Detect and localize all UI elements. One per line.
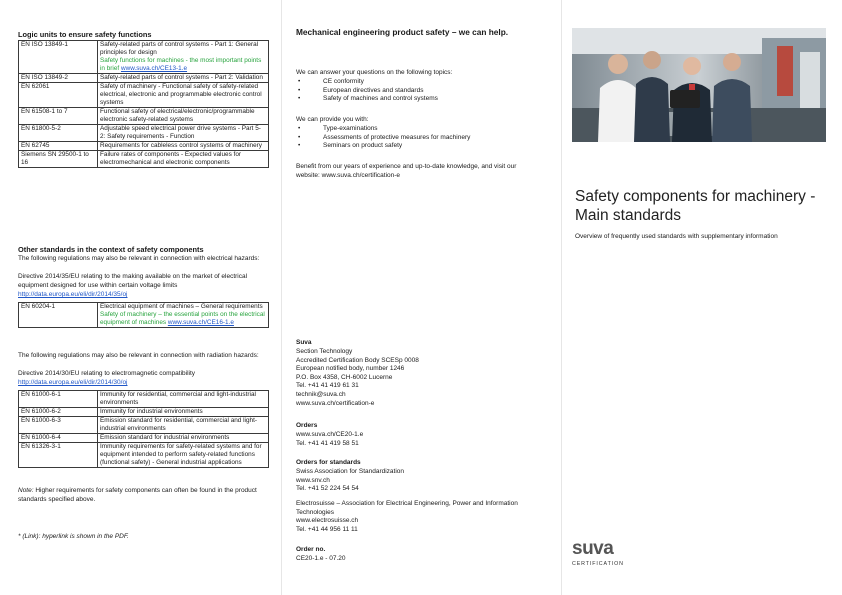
publication-title: Safety of machinery – the essential points on the electrical equipment of machines: [100, 311, 265, 326]
description-text: Emission standard for industrial environments: [100, 434, 230, 441]
document-subtitle: Overview of frequently used standards with supplementary information: [575, 233, 778, 240]
contact-line: www.electrosuisse.ch: [296, 517, 359, 525]
link-directive-35[interactable]: http://data.europa.eu/eli/dir/2014/35/oj: [18, 291, 128, 298]
table-row: [19, 151, 269, 168]
standard-description: [98, 41, 269, 74]
standard-description: [98, 74, 269, 83]
para-directive-35: Directive 2014/35/EU relating to the making available on the market of electrical equipment designed for use within certain voltage limits: [18, 273, 248, 289]
table-row: [19, 108, 269, 125]
address-line: Accredited Certification Body SCESp 0008: [296, 356, 419, 364]
description-text: Functional safety of electrical/electronic/programmable electronic safety-related systems: [100, 108, 255, 123]
standard-description: [98, 151, 269, 168]
description-text: Emission standard for residential, commercial and light-industrial environments: [100, 417, 257, 432]
contact-line: Tel. +41 52 224 54 54: [296, 485, 359, 493]
table-row: [19, 434, 269, 443]
standard-code: EN 61800-5-2: [19, 125, 98, 142]
description-text: Safety-related parts of control systems - Part 2: Validation: [100, 74, 263, 81]
topic-item: • European directives and standards: [296, 87, 438, 96]
table-row: [19, 142, 269, 151]
standard-code: EN 61000-6-4: [19, 434, 98, 443]
standard-description: [98, 408, 269, 417]
middle-heading: Mechanical engineering product safety – we can help.: [296, 27, 509, 37]
electrosuisse-contact: [296, 500, 536, 534]
standard-description: [98, 142, 269, 151]
provides-list: [296, 125, 470, 151]
description-text: Safety of machinery - Functional safety of safety-related electrical, electronic and programmable electronic control systems: [100, 83, 262, 106]
contact-line: Tel. +41 44 956 11 11: [296, 525, 358, 533]
standard-description: [98, 434, 269, 443]
standard-code: EN 60204-1: [19, 303, 98, 328]
address-line: Section Technology: [296, 348, 353, 355]
contact-line: Electrosuisse – Association for Electrical Engineering, Power and Information Technologies: [296, 500, 518, 516]
standard-code: EN 61508-1 to 7: [19, 108, 98, 125]
contact-line: Swiss Association for Standardization: [296, 468, 405, 475]
standard-description: [98, 303, 269, 328]
address-line: P.O. Box 4358, CH-6002 Lucerne: [296, 373, 393, 381]
standard-description: [98, 417, 269, 434]
intro-provide: We can provide you with:: [296, 116, 369, 123]
standard-code: EN 61000-6-2: [19, 408, 98, 417]
standard-code: EN 62745: [19, 142, 98, 151]
address-line: technik@suva.ch: [296, 390, 346, 398]
orders-contact: [296, 431, 546, 448]
description-text: Immunity requirements for safety-related systems and for equipment intended to perform safety-related functions (functional safety) - General industrial applications: [100, 443, 262, 466]
order-number: CE20-1.e - 07.20: [296, 555, 346, 562]
topic-item: • Safety of machines and control systems: [296, 95, 438, 104]
topic-item: • CE conformity: [296, 78, 438, 87]
table-row: [19, 74, 269, 83]
standards-table-emc: [18, 390, 269, 468]
title-line-2: Main standards: [575, 207, 681, 224]
suva-logo: [572, 539, 638, 567]
table-row: [19, 417, 269, 434]
para-directive-30: Directive 2014/30/EU relating to electromagnetic compatibility: [18, 370, 196, 377]
suva-logo-subtitle: CERTIFICATION: [572, 561, 624, 567]
table-row: [19, 443, 269, 468]
standard-description: [98, 108, 269, 125]
heading-other-standards: Other standards in the context of safety components: [18, 245, 204, 254]
standard-code: EN ISO 13849-1: [19, 41, 98, 74]
standard-code: EN 61326-3-1: [19, 443, 98, 468]
standard-description: [98, 391, 269, 408]
standards-table-logic: [18, 40, 269, 168]
table-row: [19, 303, 269, 328]
publication-link[interactable]: www.suva.ch/CE13-1.e: [120, 65, 188, 72]
note-text: Higher requirements for safety components can often be found in the product standards specified above.: [18, 487, 257, 503]
note-paragraph: [18, 487, 273, 504]
orders-standards-contact: [296, 468, 546, 494]
middle-panel: [281, 0, 561, 595]
order-number-label: Order no.: [296, 546, 326, 553]
standard-description: [98, 125, 269, 142]
para-radiation-hazards: The following regulations may also be relevant in connection with radiation hazards:: [18, 352, 259, 359]
title-line-1: Safety components for machinery -: [575, 188, 816, 205]
standard-code: EN 61000-6-3: [19, 417, 98, 434]
service-item: • Type-examinations: [296, 125, 470, 134]
description-text: Safety-related parts of control systems - Part 1: General principles for design: [100, 41, 259, 56]
description-text: Failure rates of components - Expected values for electromechanical and electronic components: [100, 151, 242, 166]
document-title: [575, 187, 840, 225]
standard-code: EN 62061: [19, 83, 98, 108]
footnote: * (Link): hyperlink is shown in the PDF.: [18, 533, 129, 540]
contact-line: Tel. +41 41 419 58 51: [296, 439, 359, 447]
contact-line: www.suva.ch/CE20-1.e: [296, 431, 364, 438]
table-row: [19, 408, 269, 417]
suva-address: [296, 348, 546, 408]
contact-line: www.snv.ch: [296, 476, 330, 484]
description-text: Electrical equipment of machines – General requirements: [100, 303, 263, 310]
cover-photo: [572, 28, 826, 142]
standard-description: [98, 83, 269, 108]
right-panel: [561, 0, 842, 595]
service-item: • Assessments of protective measures for machinery: [296, 134, 470, 143]
suva-logo-word: suva: [572, 538, 614, 559]
standard-code: Siemens SN 29500-1 to 16: [19, 151, 98, 168]
description-text: Requirements for cableless control systems of machinery: [100, 142, 262, 149]
table-row: [19, 391, 269, 408]
address-line: European notified body, number 1246: [296, 365, 405, 373]
benefit-text: Benefit from our years of experience and up-to-date knowledge, and visit our website: www.suva.ch/certification-e: [296, 163, 517, 179]
standard-description: [98, 443, 269, 468]
orders-label: Orders: [296, 422, 318, 429]
description-text: Immunity for residential, commercial and light-industrial environments: [100, 391, 256, 406]
description-text: Immunity for industrial environments: [100, 408, 203, 415]
description-text: Adjustable speed electrical power drive systems - Part 5-2: Safety requirements - Function: [100, 125, 261, 140]
topics-list: [296, 78, 438, 104]
left-panel: [0, 0, 281, 595]
suva-label: Suva: [296, 339, 312, 346]
publication-link[interactable]: www.suva.ch/CE16-1.e: [167, 319, 234, 326]
publication-title: Safety functions for machines - the most important points in brief: [100, 57, 262, 72]
standards-table-electrical: [18, 302, 269, 328]
heading-logic-units: Logic units to ensure safety functions: [18, 30, 152, 39]
orders-standards-label: Orders for standards: [296, 459, 361, 466]
link-directive-30[interactable]: http://data.europa.eu/eli/dir/2014/30/oj: [18, 379, 128, 386]
table-row: [19, 41, 269, 74]
standard-code: EN ISO 13849-2: [19, 74, 98, 83]
table-row: [19, 83, 269, 108]
para-electrical-hazards: The following regulations may also be relevant in connection with electrical hazards:: [18, 255, 260, 262]
address-line: www.suva.ch/certification-e: [296, 399, 375, 407]
note-label: Note:: [18, 487, 34, 494]
workshop-photo-illustration: [572, 28, 826, 142]
service-item: • Seminars on product safety: [296, 142, 470, 151]
intro-answer: We can answer your questions on the following topics:: [296, 69, 453, 76]
address-line: Tel. +41 41 419 61 31: [296, 382, 359, 390]
table-row: [19, 125, 269, 142]
standard-code: EN 61000-6-1: [19, 391, 98, 408]
